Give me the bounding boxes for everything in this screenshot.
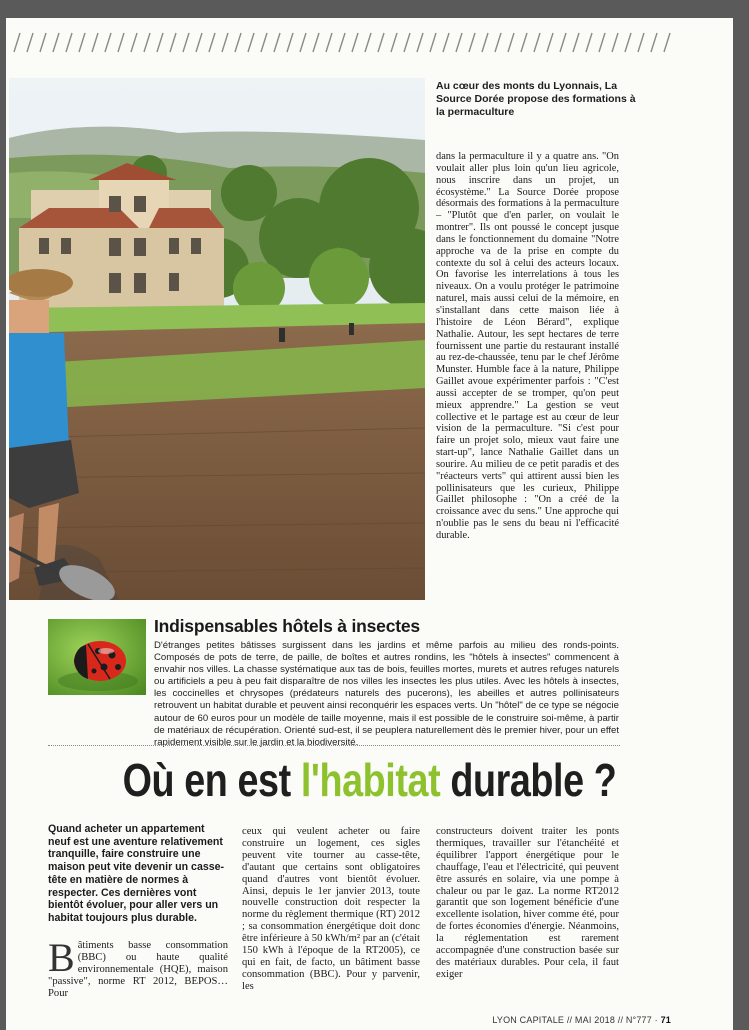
hatch-stroke <box>365 33 371 52</box>
hatch-stroke <box>352 33 358 52</box>
hatch-stroke <box>157 33 163 52</box>
hatch-stroke <box>274 33 280 52</box>
hatch-stroke <box>339 33 345 52</box>
garden-photo <box>9 78 425 600</box>
hatch-stroke <box>430 33 436 52</box>
hatch-stroke <box>508 33 514 52</box>
hatch-stroke <box>326 33 332 52</box>
hatch-stroke <box>118 33 124 52</box>
hatch-stroke <box>456 33 462 52</box>
box-title: Indispensables hôtels à insectes <box>154 616 420 636</box>
hatch-stroke <box>625 33 631 52</box>
hatch-stroke <box>287 33 293 52</box>
hatch-decoration <box>6 30 733 56</box>
hatch-stroke <box>235 33 241 52</box>
hatch-stroke <box>560 33 566 52</box>
article-paragraph: dans la permaculture il y a quatre ans. "On voulait aller plus loin qu'un lieu agricole, nous inscrire dans un projet, un écosystème." La Source Dorée propose désormais des formations à la permaculture – "Plutôt que d'en parler, on voulait le montrer". Ils ont poussé le concept jusque dans le fonctionnement du domaine "Notre approche va de la prise en compte du contexte du sol à celui des acteurs locaux. On favorise les interrelations à tous les niveaux. On a voulu protéger le patrimoine naturel, mais aussi celui de la mémoire, en s'installant dans cette maison liée à l'histoire de Léon Bérard", explique Nathalie. Autour, les sept hectares de terre fournissent une partie du restaurant installé au rez-de-chaussée, tenu par le chef Jérôme Munster. Humble face à la nature, Philippe Gaillet avoue expérimenter parfois : "C'est aussi accepter de se tromper, qu'on peut mieux apprendre." La gestion se veut collective et le partage est au cœur de leur vision de la permaculture. "Si c'est pour faire un projet solo, mieux vaut faire une start-up", lance Nathalie Gaillet dans un sourire. Au milieu de ce petit paradis et des "réacteurs verts" qui attirent aussi bien les pollinisateurs que les curieux, Philippe Gaillet philosophe : "On a créé de la croissance avec du sens." Une approche qui n'oublie pas le sens du beau ni l'efficacité durable. <box>436 151 619 541</box>
body-column-1 <box>48 935 228 1000</box>
hatch-stroke <box>482 33 488 52</box>
page-footer <box>436 1015 671 1025</box>
hatch-stroke <box>391 33 397 52</box>
hatch-stroke <box>222 33 228 52</box>
body-column-3: constructeurs doivent traiter les ponts thermiques, travailler sur l'étanchéité et équilibrer l'apport énergétique pour le chauffage, l'eau et l'électricité, qui peuvent être assurés en solaire, via une pompe à chaleur ou par le gaz. La norme RT2012 garantit que son logement bénéficie d'une excellente isolation, hiver comme été, pour de fortes économies d'énergie. Néanmoins, la réglementation est rarement accompagnée d'une construction basée sur des matériaux durables. Pour cela, il faut exiger <box>436 826 619 980</box>
hatch-stroke <box>248 33 254 52</box>
hatch-stroke <box>105 33 111 52</box>
hatch-stroke <box>131 33 137 52</box>
hatch-stroke <box>586 33 592 52</box>
photo-caption: Au cœur des monts du Lyonnais, La Source Dorée propose des formations à la permaculture <box>436 80 636 118</box>
hatch-stroke <box>521 33 527 52</box>
article-column-right <box>436 151 619 542</box>
headline-end: durable ? <box>440 754 617 806</box>
hatch-stroke <box>66 33 72 52</box>
hatch-stroke <box>79 33 85 52</box>
hatch-stroke <box>40 33 46 52</box>
lead-paragraph: Quand acheter un appartement neuf est une aventure relativement tranquille, faire construire une maison peut vite devenir un casse-tête en matière de normes à respecter. Ces dernières vont bientôt évoluer, pour aller vers un habitat toujours plus durable. <box>48 823 225 924</box>
hatch-stroke <box>404 33 410 52</box>
hatch-stroke <box>300 33 306 52</box>
hatch-stroke <box>664 33 670 52</box>
hatch-stroke <box>261 33 267 52</box>
headline-start: Où en est <box>122 754 301 806</box>
body-column-1-text: âtiments basse consommation (BBC) ou haute qualité environnementale (HQE), maison "passive", norme RT 2012, BEPOS… Pour <box>48 940 228 999</box>
hatch-stroke <box>144 33 150 52</box>
hatch-stroke <box>638 33 644 52</box>
hatch-stroke <box>53 33 59 52</box>
page-number: 71 <box>660 1015 671 1025</box>
ladybug-photo <box>48 619 146 695</box>
hatch-stroke <box>599 33 605 52</box>
footer-publication: LYON CAPITALE // MAI 2018 // N°777 · <box>492 1015 661 1025</box>
hatch-stroke <box>612 33 618 52</box>
hatch-stroke <box>573 33 579 52</box>
hatch-stroke <box>170 33 176 52</box>
headline-highlight: l'habitat <box>300 754 441 806</box>
drop-cap: B <box>48 935 75 980</box>
box-text: D'étranges petites bâtisses surgissent dans les jardins et même parfois au milieu des ronds-points. Composés de pots de terre, de paille, de boîtes et autres rondins, les "hôtels à insectes" commencent à envahir nos villes. La chasse systématique aux tas de bois, feuilles mortes, murets et autres refuges naturels ou artificiels a peu à peu fait disparaître de nos villes les insectes les plus utiles. Avec les hôtels à insectes, les coccinelles et chrysopes (prédateurs naturels des pucerons), les abeilles et autres pollinisateurs retrouvent un habitat durable et peuvent ainsi reconquérir les espaces verts. Un "hôtel" de ce type se négocie autour de 60 euros pour un modèle de taille moyenne, mais il est possible de le construire soi-même, à partir de matériaux de récupération. Orienté sud-est, il se peuplera naturellement dès le premier hiver, pour un effet rapidement visible sur le jardin et la biodiversité. <box>154 640 619 748</box>
hatch-stroke <box>196 33 202 52</box>
hatch-stroke <box>534 33 540 52</box>
hatch-stroke <box>313 33 319 52</box>
body-column-2: ceux qui veulent acheter ou faire construire un logement, ces sigles peuvent vite tourner au casse-tête, d'autant que certains sont obligatoires quand d'autres vont bientôt évoluer. Ainsi, depuis le 1er janvier 2013, toute nouvelle construction doit respecter la norme du règlement thermique (RT) 2012 ; sa consommation énergétique doit donc être inférieure à 50 kWh/m² par an (c'était 150 kWh à l'époque de la RT2005), ce qui en fait, de facto, un bâtiment basse consommation (BBC). Pour y parvenir, les <box>242 826 420 992</box>
hatch-stroke <box>495 33 501 52</box>
hatch-stroke <box>14 33 20 52</box>
hatch-stroke <box>92 33 98 52</box>
hatch-stroke <box>209 33 215 52</box>
hatch-stroke <box>417 33 423 52</box>
hatch-stroke <box>651 33 657 52</box>
headline <box>71 753 667 807</box>
hatch-stroke <box>443 33 449 52</box>
hatch-stroke <box>469 33 475 52</box>
hatch-stroke <box>547 33 553 52</box>
hatch-stroke <box>27 33 33 52</box>
hatch-stroke <box>183 33 189 52</box>
dotted-divider <box>48 745 620 746</box>
hatch-stroke <box>378 33 384 52</box>
magazine-page <box>6 18 733 1030</box>
